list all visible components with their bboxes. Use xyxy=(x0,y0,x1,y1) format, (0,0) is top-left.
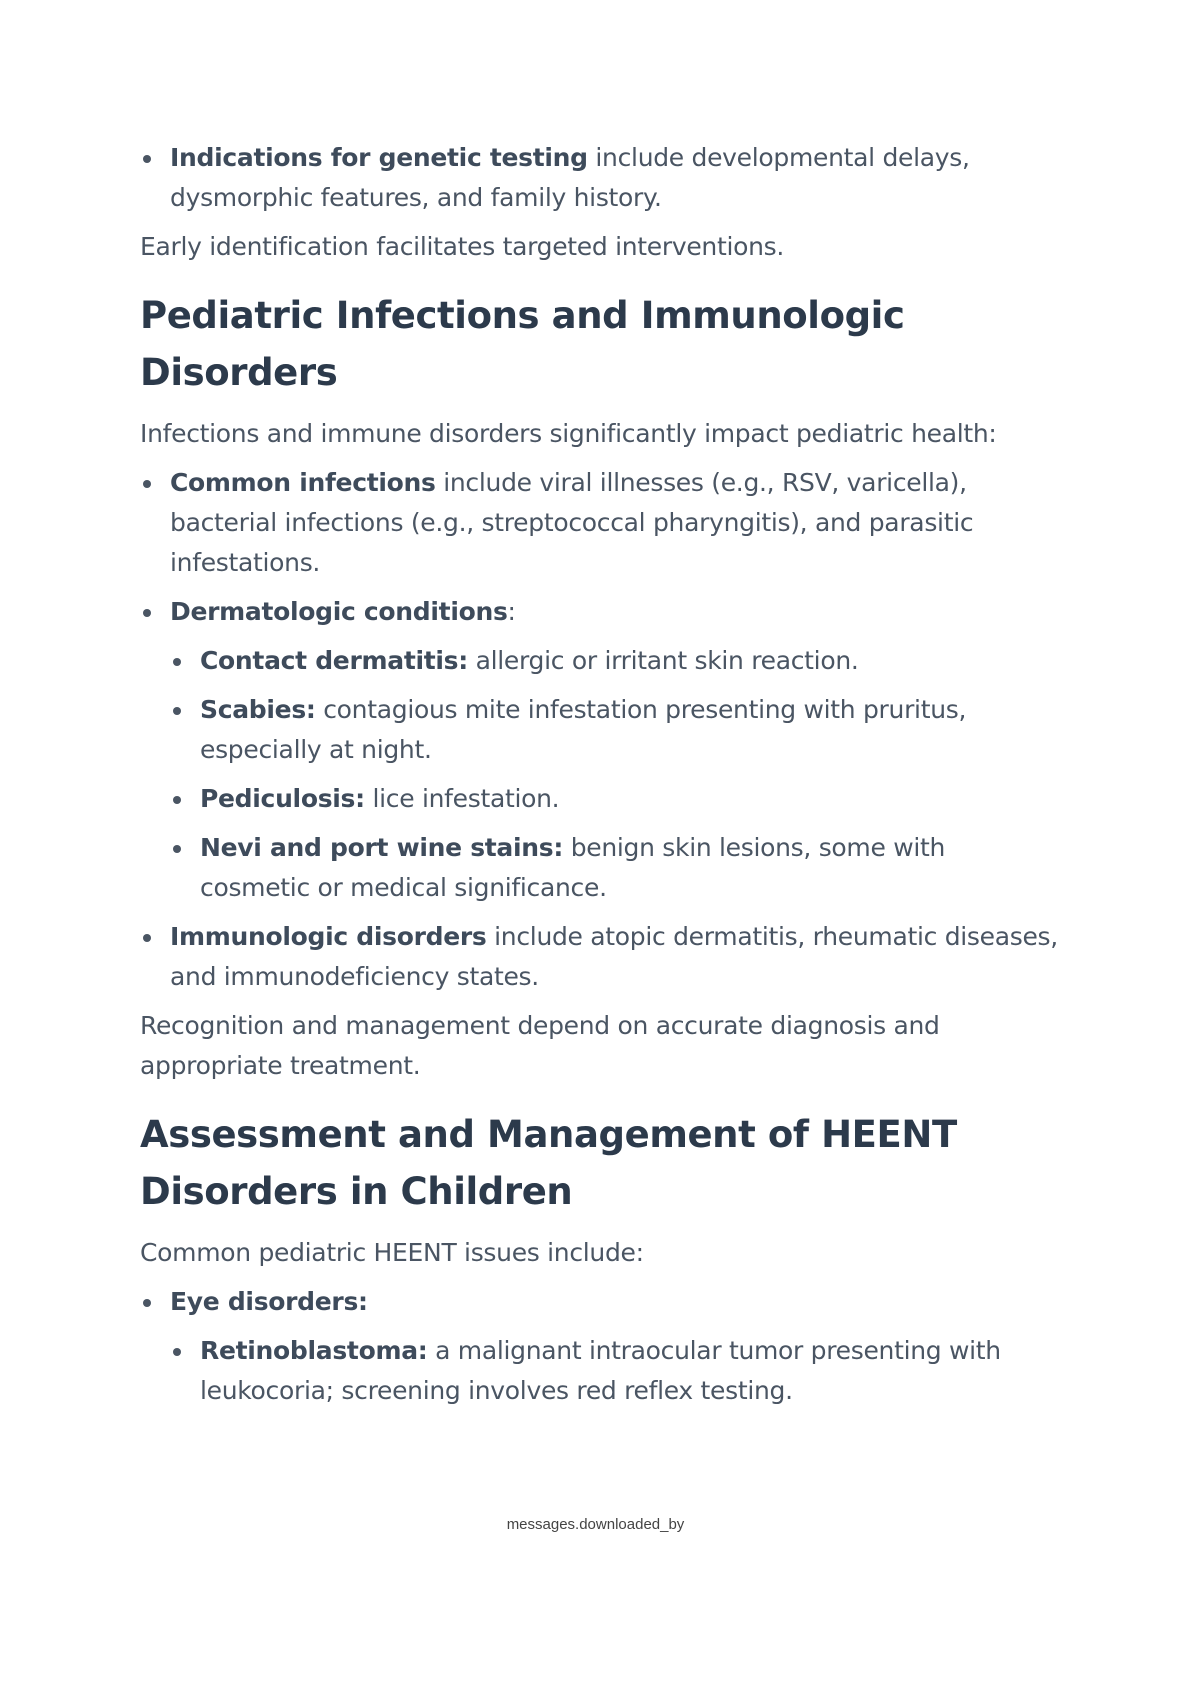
bullet-text: include developmental delays, dysmorphic features, and family history. xyxy=(170,143,970,212)
bullet-term: Indications for genetic testing xyxy=(170,143,588,172)
list-item xyxy=(140,1282,1060,1411)
nested-bullet-list xyxy=(170,641,1060,908)
bullet-term: Retinoblastoma: xyxy=(200,1336,428,1365)
section2-lead-paragraph: Common pediatric HEENT issues include: xyxy=(140,1238,644,1267)
bullet-text: a malignant intraocular tumor presenting with leukocoria; screening involves red reflex testing. xyxy=(200,1336,1001,1405)
list-item xyxy=(170,641,1060,681)
section1-bullet-list xyxy=(140,463,1060,997)
document-page xyxy=(140,138,1060,1411)
list-item xyxy=(140,463,1060,583)
bullet-term: Common infections xyxy=(170,468,436,497)
bullet-text: lice infestation. xyxy=(364,784,560,813)
section2-bullet-list xyxy=(140,1282,1060,1411)
page-footer: messages.downloaded_by xyxy=(506,1516,685,1533)
bullet-term: Eye disorders: xyxy=(170,1287,368,1316)
bullet-term: Contact dermatitis: xyxy=(200,646,468,675)
section-heading-heent: Assessment and Management of HEENT Disorders in Children xyxy=(140,1113,957,1213)
bullet-term: Dermatologic conditions xyxy=(170,597,508,626)
bullet-text: allergic or irritant skin reaction. xyxy=(467,646,859,675)
list-item xyxy=(170,690,1060,770)
nested-bullet-list xyxy=(170,1331,1060,1411)
bullet-text: : xyxy=(507,597,516,626)
section1-lead-paragraph: Infections and immune disorders significantly impact pediatric health: xyxy=(140,419,997,448)
bullet-term: Immunologic disorders xyxy=(170,922,487,951)
intro-closing-paragraph: Early identification facilitates targeted interventions. xyxy=(140,232,785,261)
list-item xyxy=(170,779,1060,819)
list-item xyxy=(170,1331,1060,1411)
bullet-term: Nevi and port wine stains: xyxy=(200,833,564,862)
intro-bullet-list xyxy=(140,138,1060,218)
section-heading-infections: Pediatric Infections and Immunologic Disorders xyxy=(140,294,905,394)
bullet-term: Pediculosis: xyxy=(200,784,365,813)
bullet-text: contagious mite infestation presenting with pruritus, especially at night. xyxy=(200,695,967,764)
list-item xyxy=(140,917,1060,997)
bullet-term: Scabies: xyxy=(200,695,316,724)
bullet-text: include atopic dermatitis, rheumatic diseases, and immunodeficiency states. xyxy=(170,922,1058,991)
bullet-text: benign skin lesions, some with cosmetic or medical significance. xyxy=(200,833,946,902)
section1-closing-paragraph: Recognition and management depend on accurate diagnosis and appropriate treatment. xyxy=(140,1011,940,1080)
list-item xyxy=(140,138,1060,218)
list-item xyxy=(170,828,1060,908)
list-item xyxy=(140,592,1060,908)
bullet-text: include viral illnesses (e.g., RSV, varicella), bacterial infections (e.g., streptococcal pharyngitis), and parasitic infestations. xyxy=(170,468,974,577)
